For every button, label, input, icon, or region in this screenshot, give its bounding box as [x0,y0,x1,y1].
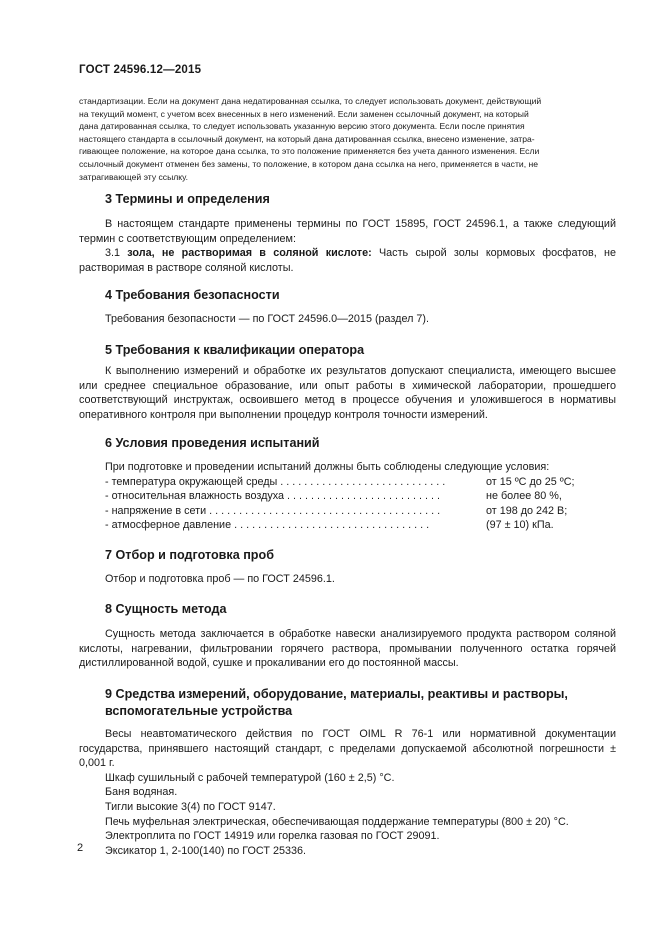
term-definition [79,246,616,275]
section-2-continuation [79,95,615,183]
condition-label: - напряжение в сети . . . . . . . . . . . . . . . . . . . . . . . . . . . . . . . . . . . . . . . [105,504,441,517]
condition-label: - атмосферное давление . . . . . . . . . . . . . . . . . . . . . . . . . . . . . . . . . [105,519,430,532]
section-4-body [79,312,616,327]
equipment-item: Весы неавтоматического действия по ГОСТ OIML R 76-1 или нормативной документации государства, принявшего настоящий стандарт, с пределами допускаемой абсолютной погрешности ± 0,001 г. [79,728,616,770]
section-3-intro: В настоящем стандарте применены термины по ГОСТ 15895, ГОСТ 24596.1, а также следующий термин с соответствующим определением: [79,218,616,245]
page-number: 2 [77,842,84,854]
section-6-intro: При подготовке и проведении испытаний должны быть соблюдены следующие условия: [105,461,550,473]
equipment-item: Баня водяная. [105,786,178,799]
equipment-item: Шкаф сушильный с рабочей температурой (160 ± 2,5) °С. [105,771,395,784]
equipment-item: Эксикатор 1, 2-100(140) по ГОСТ 25336. [105,844,306,857]
equipment-item: Печь муфельная электрическая, обеспечивающая поддержание температуры (800 ± 20) °С. [105,815,569,828]
section-9-body [79,727,616,858]
term-number: 3.1 [105,247,121,260]
text-line: настоящего стандарта в ссылочный документ, на который дана датированная ссылка, внесено изменение, затра- [79,133,535,144]
condition-row [79,504,616,519]
section-5-heading: 5 Требования к квалификации оператора [105,343,365,357]
text-line: затрагивающей эту ссылку. [79,171,188,182]
condition-value: от 15 ºС до 25 ºС; [486,475,575,488]
section-8-heading: 8 Сущность метода [105,602,227,616]
section-5-text: К выполнению измерений и обработке их результатов допускают специалиста, имеющего высшее или среднее специальное образование, или опыт работы в химической лаборатории, прошедшего соответствующий инструктаж, освоившего метод в процессе обучения и уложившегося в нормативы оперативного контроля при выполнении процедур контроля точности измерений. [79,365,616,421]
section-7-body [79,572,616,587]
condition-value: не более 80 %, [486,490,562,503]
section-3-heading: 3 Термины и определения [105,192,270,206]
section-9-heading: 9 Средства измерений, оборудование, материалы, реактивы и растворы, вспомогательные устройства [105,687,568,718]
section-4-heading: 4 Требования безопасности [105,288,280,302]
condition-row [79,475,616,490]
condition-label: - температура окружающей среды . . . . . . . . . . . . . . . . . . . . . . . . . . . . [105,475,446,488]
section-7-text: Отбор и подготовка проб — по ГОСТ 24596.1. [105,573,335,585]
section-6-heading: 6 Условия проведения испытаний [105,436,320,450]
section-5-body [79,364,616,422]
section-4-text: Требования безопасности — по ГОСТ 24596.0—2015 (раздел 7). [105,313,429,325]
text-line: ссылочный документ отменен без замены, то положение, в котором дана ссылка на него, применяется в части, не [79,158,539,169]
section-7-heading: 7 Отбор и подготовка проб [105,548,274,562]
equipment-item: Тигли высокие 3(4) по ГОСТ 9147. [105,800,276,813]
term-name: зола, не растворимая в соляной кислоте: [127,247,372,260]
condition-value: (97 ± 10) кПа. [486,519,554,532]
equipment-item: Электроплита по ГОСТ 14919 или горелка газовая по ГОСТ 29091. [105,830,440,843]
section-3-body [79,217,616,275]
text-line: на текущий момент, с учетом всех внесенных в него изменений. Если заменен ссылочный документ, на который [79,108,529,119]
section-8-body [79,627,616,671]
condition-label: - относительная влажность воздуха . . . . . . . . . . . . . . . . . . . . . . . . . . [105,490,441,503]
section-6-body [79,460,616,533]
condition-row [79,518,616,533]
section-8-text: Сущность метода заключается в обработке навески анализируемого продукта раствором соляной кислоты, нагревании, фильтровании горячего раствора, промывании полученного остатка горячей дистиллированной водой, сушке и прокаливании его до постоянной массы. [79,628,616,670]
term-definition-text: Часть сырой золы кормовых фосфатов, не растворимая в растворе соляной кислоты. [79,247,617,274]
condition-value: от 198 до 242 В; [486,504,568,517]
text-line: гивающее положение, на которое дана ссылка, то это положение применяется без учета данного изменения. Если [79,146,540,157]
document-header: ГОСТ 24596.12—2015 [79,64,202,76]
text-line: дана датированная ссылка, то следует использовать указанную версию этого документа. Если после принятия [79,121,525,132]
text-line: стандартизации. Если на документ дана недатированная ссылка, то следует использовать документ, действующий [79,96,542,106]
condition-row [79,489,616,504]
